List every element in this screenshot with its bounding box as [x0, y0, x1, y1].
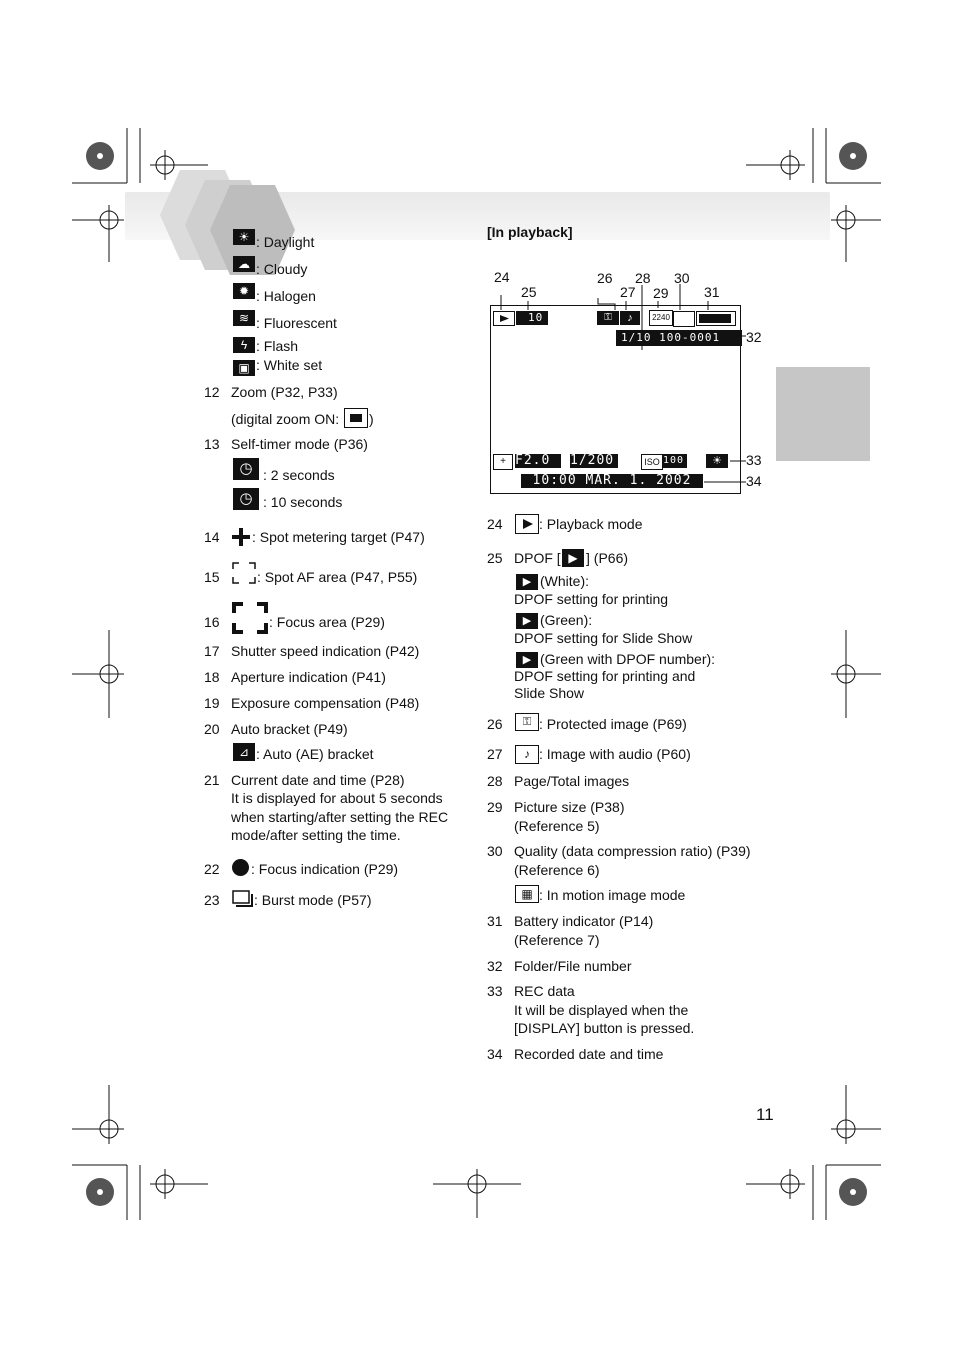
callout-27: 27	[620, 284, 636, 300]
playback-mode-icon	[493, 311, 515, 326]
callout-26: 26	[597, 270, 613, 286]
wb-halogen: : Halogen	[256, 288, 316, 304]
shutter-value: 1/200	[570, 454, 618, 468]
daylight-small-icon: ☀	[706, 454, 728, 468]
cloudy-icon: ☁	[233, 256, 255, 272]
wb-fluorescent: : Fluorescent	[256, 315, 337, 331]
item-text: ] (P66)	[586, 550, 629, 566]
page-number: 11	[756, 1105, 774, 1124]
spot-af-area-icon	[231, 561, 257, 585]
item-number: 32	[487, 958, 503, 974]
item-number: 19	[204, 695, 220, 711]
item-text: It is displayed for about 5 seconds	[231, 790, 443, 806]
recorded-datetime: 10:00 MAR. 1. 2002	[521, 474, 703, 488]
section-title: [In playback]	[487, 224, 573, 240]
picture-size: 2240	[649, 310, 673, 326]
motion-image-icon: ▦	[515, 885, 539, 903]
item-text: It will be displayed when the	[514, 1002, 689, 1018]
item-text: : Image with audio (P60)	[539, 746, 691, 762]
item-subtext: )	[369, 411, 374, 427]
item-number: 21	[204, 772, 220, 788]
item-number: 15	[204, 569, 220, 585]
callout-33: 33	[746, 452, 762, 468]
item-number: 18	[204, 669, 220, 685]
callout-31: 31	[704, 284, 720, 300]
item-text: Recorded date and time	[514, 1046, 664, 1062]
page-total: 1/10	[621, 331, 652, 344]
auto-bracket-icon: ⊿	[233, 743, 255, 761]
aperture-value: F2.0	[515, 454, 561, 468]
item-number: 25	[487, 550, 503, 566]
item-text: Battery indicator (P14)	[514, 913, 654, 929]
page-total-folder	[616, 330, 742, 346]
item-number: 33	[487, 983, 503, 999]
item-text: when starting/after setting the REC	[231, 809, 449, 825]
wb-flash: : Flash	[256, 338, 299, 354]
item-text: REC data	[514, 983, 575, 999]
item-text: Picture size (P38)	[514, 799, 625, 815]
wb-daylight: : Daylight	[256, 234, 315, 250]
item-text: Shutter speed indication (P42)	[231, 643, 420, 659]
protect-icon: ⚿	[597, 311, 619, 325]
self-timer-2s-icon: ◷	[233, 458, 259, 480]
item-text: (Reference 5)	[514, 818, 600, 834]
item-number: 14	[204, 529, 220, 545]
item-text: : Protected image (P69)	[539, 716, 687, 732]
audio-icon: ♪	[515, 745, 539, 764]
item-number: 13	[204, 436, 220, 452]
item-number: 31	[487, 913, 503, 929]
item-text: : Burst mode (P57)	[254, 892, 372, 908]
wb-white-set: : White set	[256, 357, 323, 373]
item-subtext: DPOF setting for printing and	[514, 668, 696, 684]
battery-icon	[696, 311, 736, 326]
item-subtext: : In motion image mode	[539, 887, 686, 903]
burst-mode-icon	[232, 890, 254, 908]
item-subtext: : 2 seconds	[263, 467, 335, 483]
quality-icon	[673, 311, 695, 327]
item-text: Page/Total images	[514, 773, 630, 789]
callout-34: 34	[746, 473, 762, 489]
item-subtext: (Green):	[540, 612, 593, 628]
folder-file: 100-0001	[659, 331, 721, 344]
item-text: [DISPLAY] button is pressed.	[514, 1020, 695, 1036]
callout-28: 28	[635, 270, 651, 286]
item-number: 12	[204, 384, 220, 400]
item-number: 28	[487, 773, 503, 789]
item-text: mode/after setting the time.	[231, 827, 401, 843]
item-subtext: Slide Show	[514, 685, 585, 701]
item-text: Folder/File number	[514, 958, 632, 974]
callout-24: 24	[494, 269, 510, 285]
iso-label: ISO	[641, 454, 663, 470]
item-text: Self-timer mode (P36)	[231, 436, 368, 452]
item-text: Zoom (P32, P33)	[231, 384, 338, 400]
item-subtext: (digital zoom ON:	[231, 411, 340, 427]
protect-icon: ⚿	[515, 713, 539, 731]
dpof-count: 10	[516, 311, 548, 325]
spot-metering-small-icon: +	[493, 454, 513, 470]
self-timer-10s-icon: ◷	[233, 488, 259, 510]
item-text: : Playback mode	[539, 516, 643, 532]
item-number: 30	[487, 843, 503, 859]
item-text: : Focus area (P29)	[269, 614, 385, 630]
item-text: Quality (data compression ratio) (P39)	[514, 843, 751, 859]
item-subtext: (White):	[540, 573, 589, 589]
item-text: (Reference 6)	[514, 862, 600, 878]
iso-value: 100	[663, 454, 687, 468]
item-number: 29	[487, 799, 503, 815]
digital-zoom-icon	[344, 408, 368, 428]
item-text: Current date and time (P28)	[231, 772, 405, 788]
callout-29: 29	[653, 285, 669, 301]
white-set-icon: ▣	[233, 360, 255, 376]
halogen-icon: ✹	[233, 283, 255, 299]
item-number: 34	[487, 1046, 503, 1062]
fluorescent-icon: ≋	[233, 310, 255, 326]
callout-30: 30	[674, 270, 690, 286]
item-subtext: : Auto (AE) bracket	[256, 746, 374, 762]
item-text: DPOF [	[514, 550, 561, 566]
wb-cloudy: : Cloudy	[256, 261, 308, 277]
focus-indicator-icon	[232, 859, 249, 876]
item-number: 27	[487, 746, 503, 762]
item-text: : Focus indication (P29)	[251, 861, 399, 877]
item-number: 26	[487, 716, 503, 732]
item-number: 20	[204, 721, 220, 737]
callout-32: 32	[746, 329, 762, 345]
item-text: : Spot metering target (P47)	[252, 529, 425, 545]
item-number: 24	[487, 516, 503, 532]
item-subtext: DPOF setting for printing	[514, 591, 669, 607]
focus-area-icon	[231, 601, 269, 635]
dpof-icon: ▶	[562, 549, 584, 567]
item-subtext: : 10 seconds	[263, 494, 343, 510]
item-text: : Spot AF area (P47, P55)	[257, 569, 418, 585]
playback-mode-icon	[515, 514, 539, 534]
item-text: Aperture indication (P41)	[231, 669, 386, 685]
callout-25: 25	[521, 284, 537, 300]
audio-icon: ♪	[620, 311, 640, 325]
dpof-green-icon: ▶	[516, 613, 538, 629]
item-text: Auto bracket (P49)	[231, 721, 348, 737]
item-number: 16	[204, 614, 220, 630]
item-number: 23	[204, 892, 220, 908]
dpof-number-icon: ▶	[516, 652, 538, 668]
item-subtext: (Green with DPOF number):	[540, 651, 716, 667]
item-number: 17	[204, 643, 220, 659]
flash-wb-icon: ϟ	[233, 337, 255, 353]
daylight-icon: ☀	[233, 229, 255, 245]
item-subtext: DPOF setting for Slide Show	[514, 630, 693, 646]
item-text: (Reference 7)	[514, 932, 600, 948]
item-number: 22	[204, 861, 220, 877]
item-text: Exposure compensation (P48)	[231, 695, 420, 711]
dpof-white-icon: ▶	[516, 574, 538, 590]
spot-metering-icon	[231, 527, 251, 547]
lcd-screen	[490, 305, 741, 494]
